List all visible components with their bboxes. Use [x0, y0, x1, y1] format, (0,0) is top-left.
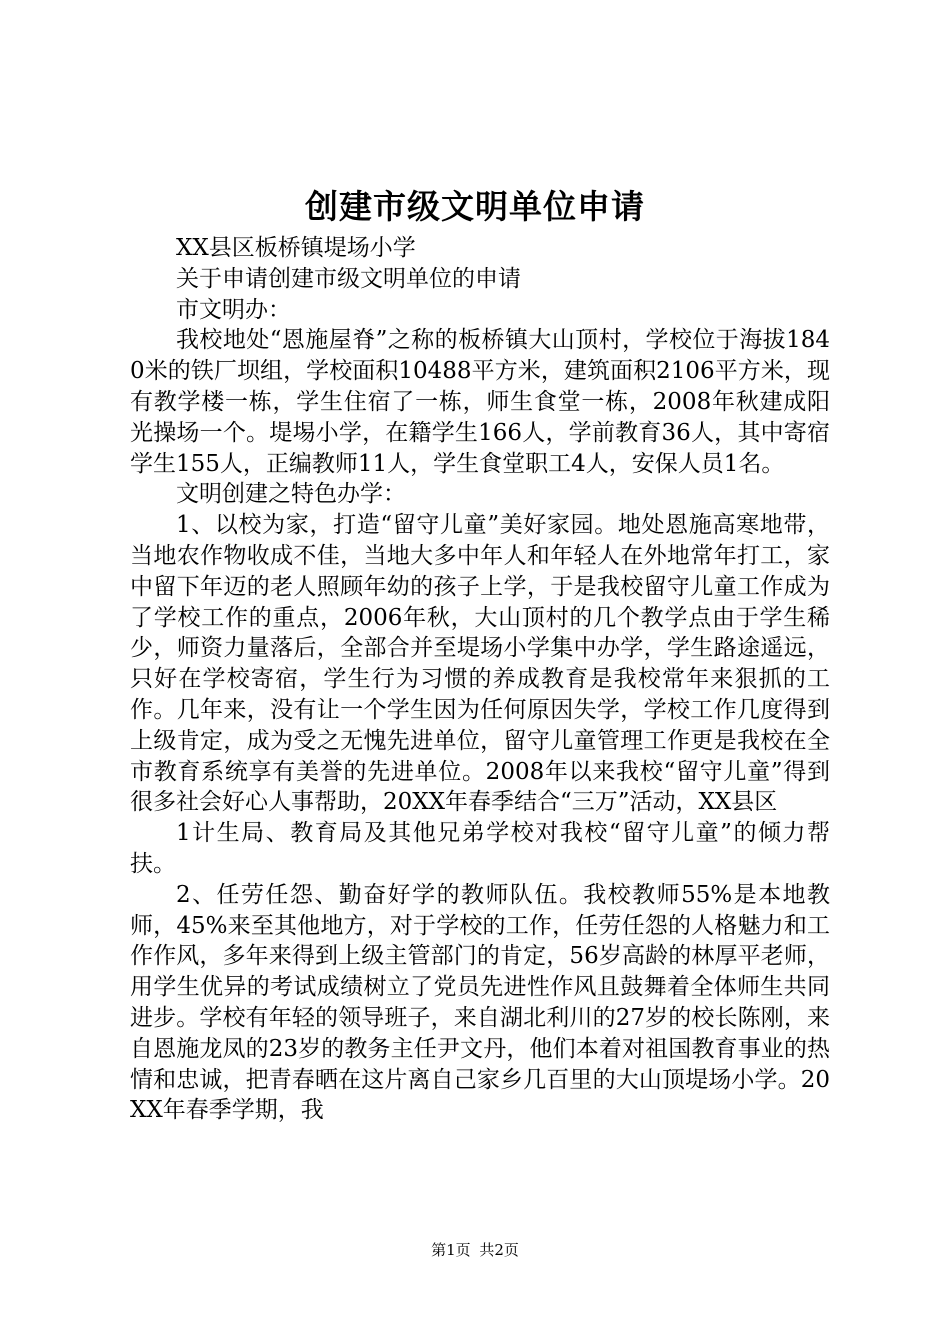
page-footer — [0, 1240, 950, 1260]
document-title: 创建市级文明单位申请 — [305, 187, 645, 226]
paragraph-point-1-continued: 1计生局、教育局及其他兄弟学校对我校“留守儿童”的倾力帮扶。 — [130, 820, 830, 877]
document-body — [130, 233, 830, 1126]
paragraph-school-overview: 我校地处“恩施屋脊”之称的板桥镇大山顶村，学校位于海拔1840米的铁厂坝组，学校面积10488平方米，建筑面积2106平方米，现有教学楼一栋，学生住宿了一栋，师生食堂一栋，2008年秋建成阳光操场一个。堤埸小学，在籍学生166人，学前教育36人，其中寄宿学生155人，正编教师11人，学生食堂职工4人，安保人员1名。 — [130, 327, 830, 477]
paragraph-sender: XX县区板桥镇堤场小学 — [176, 235, 416, 261]
paragraph-section-heading: 文明创建之特色办学： — [176, 481, 406, 508]
page-number: 第1页 — [431, 1241, 471, 1259]
paragraph-recipient: 市文明办： — [176, 296, 291, 323]
paragraph-point-2: 2、任劳任怨、勤奋好学的教师队伍。我校教师55%是本地教师，45%来至其他地方，对于学校的工作，任劳任怨的人格魅力和工作作风，多年来得到上级主管部门的肯定，56岁高龄的林厚平老师，用学生优异的考试成绩树立了党员先进性作风且鼓舞着全体师生共同进步。学校有年轻的领导班子，来自湖北利川的27岁的校长陈刚，来自恩施龙凤的23岁的教务主任尹文丹，他们本着对祖国教育事业的热情和忠诚，把青春晒在这片离自己家乡几百里的大山顶堤场小学。20XX年春季学期，我 — [130, 881, 830, 1124]
paragraph-point-1: 1、以校为家，打造“留守儿童”美好家园。地处恩施高寒地带，当地农作物收成不佳，当地大多中年人和年轻人在外地常年打工，家中留下年迈的老人照顾年幼的孩子上学，于是我校留守儿童工作成为了学校工作的重点，2006年秋，大山顶村的几个教学点由于学生稀少，师资力量落后，全部合并至堤场小学集中办学，学生路途遥远，只好在学校寄宿，学生行为习惯的养成教育是我校常年来狠抓的工作。几年来，没有让一个学生因为任何原因失学，学校工作几度得到上级肯定，成为受之无愧先进单位，留守儿童管理工作更是我校在全市教育系统享有美誉的先进单位。2008年以来我校“留守儿童”得到很多社会好心人事帮助，20XX年春季结合“三万”活动，XX县区 — [130, 512, 830, 816]
page-total: 共2页 — [479, 1241, 519, 1259]
paragraph-subject: 关于申请创建市级文明单位的申请 — [176, 265, 521, 292]
